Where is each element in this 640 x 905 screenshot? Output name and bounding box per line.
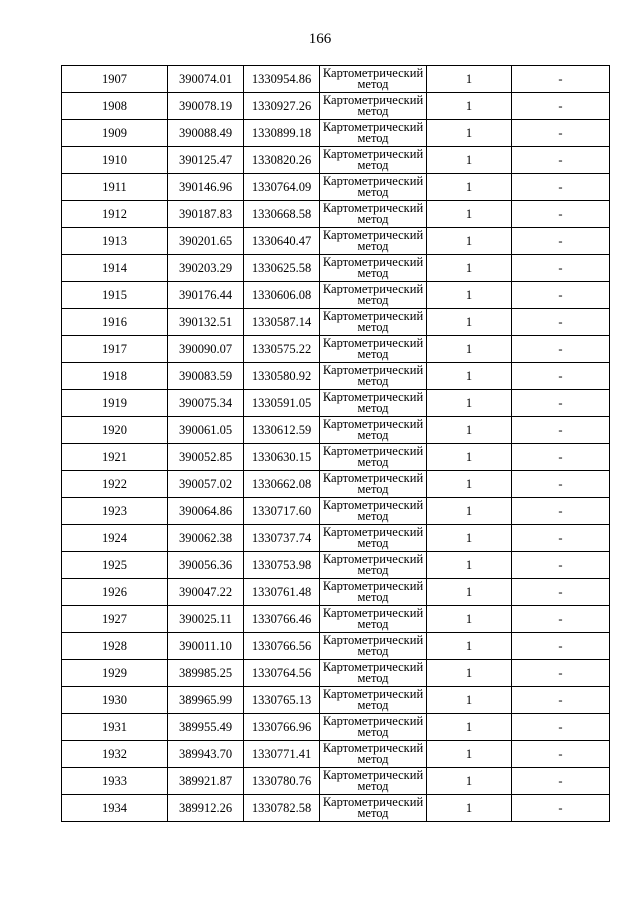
- y-coordinate-cell: 1330606.08: [244, 282, 320, 309]
- method-text-line2: метод: [357, 428, 389, 442]
- method-text-line2: метод: [357, 374, 389, 388]
- y-coordinate-cell: 1330662.08: [244, 471, 320, 498]
- method-text-line2: метод: [357, 806, 389, 820]
- method-text-line1: Картометрический: [322, 525, 424, 539]
- table-row: [62, 363, 610, 390]
- x-coordinate-cell: 390203.29: [168, 255, 244, 282]
- table-row: [62, 93, 610, 120]
- method-text-line1: Картометрический: [322, 687, 424, 701]
- table-row: [62, 282, 610, 309]
- accuracy-cell: 1: [427, 66, 512, 93]
- point-number-cell: 1928: [62, 633, 168, 660]
- note-cell: -: [512, 309, 610, 336]
- table-row: [62, 336, 610, 363]
- note-cell: -: [512, 66, 610, 93]
- point-number-cell: 1916: [62, 309, 168, 336]
- y-coordinate-cell: 1330927.26: [244, 93, 320, 120]
- method-text-line2: метод: [357, 698, 389, 712]
- note-cell: -: [512, 336, 610, 363]
- method-cell: [320, 633, 427, 660]
- method-text-line2: метод: [357, 185, 389, 199]
- accuracy-cell: 1: [427, 174, 512, 201]
- table-row: [62, 201, 610, 228]
- method-cell: [320, 444, 427, 471]
- y-coordinate-cell: 1330764.09: [244, 174, 320, 201]
- method-text-line1: Картометрический: [322, 390, 424, 404]
- method-text-line1: Картометрический: [322, 417, 424, 431]
- method-text-line1: Картометрический: [322, 309, 424, 323]
- method-text-line2: метод: [357, 455, 389, 469]
- method-text-line1: Картометрический: [322, 201, 424, 215]
- method-cell: [320, 525, 427, 552]
- y-coordinate-cell: 1330625.58: [244, 255, 320, 282]
- x-coordinate-cell: 390146.96: [168, 174, 244, 201]
- method-text-line2: метод: [357, 725, 389, 739]
- note-cell: -: [512, 147, 610, 174]
- note-cell: -: [512, 390, 610, 417]
- method-cell: [320, 282, 427, 309]
- y-coordinate-cell: 1330668.58: [244, 201, 320, 228]
- table-row: [62, 795, 610, 822]
- accuracy-cell: 1: [427, 714, 512, 741]
- method-text-line1: Картометрический: [322, 552, 424, 566]
- point-number-cell: 1920: [62, 417, 168, 444]
- x-coordinate-cell: 390090.07: [168, 336, 244, 363]
- table-row: [62, 552, 610, 579]
- x-coordinate-cell: 390201.65: [168, 228, 244, 255]
- y-coordinate-cell: 1330737.74: [244, 525, 320, 552]
- method-text-line2: метод: [357, 293, 389, 307]
- method-text-line1: Картометрический: [322, 120, 424, 134]
- x-coordinate-cell: 390088.49: [168, 120, 244, 147]
- accuracy-cell: 1: [427, 282, 512, 309]
- note-cell: -: [512, 228, 610, 255]
- x-coordinate-cell: 390025.11: [168, 606, 244, 633]
- y-coordinate-cell: 1330575.22: [244, 336, 320, 363]
- coordinates-table: [61, 65, 610, 822]
- y-coordinate-cell: 1330782.58: [244, 795, 320, 822]
- method-text-line2: метод: [357, 239, 389, 253]
- note-cell: -: [512, 795, 610, 822]
- method-text-line1: Картометрический: [322, 471, 424, 485]
- point-number-cell: 1909: [62, 120, 168, 147]
- y-coordinate-cell: 1330587.14: [244, 309, 320, 336]
- method-text-line2: метод: [357, 212, 389, 226]
- note-cell: -: [512, 687, 610, 714]
- y-coordinate-cell: 1330630.15: [244, 444, 320, 471]
- note-cell: -: [512, 633, 610, 660]
- method-text-line1: Картометрический: [322, 633, 424, 647]
- table-row: [62, 147, 610, 174]
- point-number-cell: 1932: [62, 741, 168, 768]
- point-number-cell: 1919: [62, 390, 168, 417]
- table-row: [62, 255, 610, 282]
- accuracy-cell: 1: [427, 741, 512, 768]
- method-cell: [320, 714, 427, 741]
- method-text-line1: Картометрический: [322, 174, 424, 188]
- point-number-cell: 1915: [62, 282, 168, 309]
- point-number-cell: 1925: [62, 552, 168, 579]
- note-cell: -: [512, 174, 610, 201]
- method-cell: [320, 687, 427, 714]
- point-number-cell: 1913: [62, 228, 168, 255]
- method-text-line1: Картометрический: [322, 498, 424, 512]
- x-coordinate-cell: 390075.34: [168, 390, 244, 417]
- method-text-line2: метод: [357, 536, 389, 550]
- x-coordinate-cell: 390176.44: [168, 282, 244, 309]
- x-coordinate-cell: 389943.70: [168, 741, 244, 768]
- method-cell: [320, 201, 427, 228]
- table-row: [62, 66, 610, 93]
- table-row: [62, 714, 610, 741]
- table-row: [62, 579, 610, 606]
- x-coordinate-cell: 390011.10: [168, 633, 244, 660]
- table-row: [62, 768, 610, 795]
- method-text-line1: Картометрический: [322, 147, 424, 161]
- point-number-cell: 1908: [62, 93, 168, 120]
- y-coordinate-cell: 1330591.05: [244, 390, 320, 417]
- accuracy-cell: 1: [427, 687, 512, 714]
- point-number-cell: 1929: [62, 660, 168, 687]
- x-coordinate-cell: 390062.38: [168, 525, 244, 552]
- y-coordinate-cell: 1330753.98: [244, 552, 320, 579]
- x-coordinate-cell: 390187.83: [168, 201, 244, 228]
- accuracy-cell: 1: [427, 120, 512, 147]
- y-coordinate-cell: 1330761.48: [244, 579, 320, 606]
- method-cell: [320, 228, 427, 255]
- note-cell: -: [512, 498, 610, 525]
- method-text-line1: Картометрический: [322, 660, 424, 674]
- method-text-line2: метод: [357, 158, 389, 172]
- table-row: [62, 390, 610, 417]
- method-cell: [320, 579, 427, 606]
- method-cell: [320, 255, 427, 282]
- note-cell: -: [512, 660, 610, 687]
- accuracy-cell: 1: [427, 444, 512, 471]
- method-text-line1: Картометрический: [322, 93, 424, 107]
- method-text-line2: метод: [357, 104, 389, 118]
- accuracy-cell: 1: [427, 309, 512, 336]
- y-coordinate-cell: 1330717.60: [244, 498, 320, 525]
- x-coordinate-cell: 389965.99: [168, 687, 244, 714]
- note-cell: -: [512, 201, 610, 228]
- table-row: [62, 174, 610, 201]
- method-cell: [320, 93, 427, 120]
- method-text-line1: Картометрический: [322, 255, 424, 269]
- x-coordinate-cell: 390125.47: [168, 147, 244, 174]
- y-coordinate-cell: 1330780.76: [244, 768, 320, 795]
- table-row: [62, 741, 610, 768]
- accuracy-cell: 1: [427, 390, 512, 417]
- method-text-line1: Картометрический: [322, 714, 424, 728]
- x-coordinate-cell: 389985.25: [168, 660, 244, 687]
- y-coordinate-cell: 1330766.96: [244, 714, 320, 741]
- table-row: [62, 687, 610, 714]
- note-cell: -: [512, 120, 610, 147]
- y-coordinate-cell: 1330766.56: [244, 633, 320, 660]
- accuracy-cell: 1: [427, 228, 512, 255]
- accuracy-cell: 1: [427, 552, 512, 579]
- page-number: 166: [308, 31, 332, 47]
- y-coordinate-cell: 1330899.18: [244, 120, 320, 147]
- method-cell: [320, 552, 427, 579]
- method-text-line2: метод: [357, 617, 389, 631]
- method-text-line1: Картометрический: [322, 741, 424, 755]
- point-number-cell: 1922: [62, 471, 168, 498]
- table-row: [62, 660, 610, 687]
- method-cell: [320, 768, 427, 795]
- y-coordinate-cell: 1330765.13: [244, 687, 320, 714]
- note-cell: -: [512, 741, 610, 768]
- point-number-cell: 1927: [62, 606, 168, 633]
- table-row: [62, 228, 610, 255]
- method-cell: [320, 66, 427, 93]
- table-row: [62, 606, 610, 633]
- x-coordinate-cell: 390083.59: [168, 363, 244, 390]
- point-number-cell: 1930: [62, 687, 168, 714]
- method-text-line1: Картометрический: [322, 66, 424, 80]
- accuracy-cell: 1: [427, 795, 512, 822]
- method-cell: [320, 660, 427, 687]
- method-text-line2: метод: [357, 779, 389, 793]
- method-text-line2: метод: [357, 401, 389, 415]
- method-text-line1: Картометрический: [322, 606, 424, 620]
- accuracy-cell: 1: [427, 579, 512, 606]
- x-coordinate-cell: 389921.87: [168, 768, 244, 795]
- note-cell: -: [512, 282, 610, 309]
- method-text-line2: метод: [357, 320, 389, 334]
- accuracy-cell: 1: [427, 498, 512, 525]
- point-number-cell: 1926: [62, 579, 168, 606]
- x-coordinate-cell: 390061.05: [168, 417, 244, 444]
- table-row: [62, 471, 610, 498]
- point-number-cell: 1917: [62, 336, 168, 363]
- accuracy-cell: 1: [427, 633, 512, 660]
- method-text-line2: метод: [357, 509, 389, 523]
- accuracy-cell: 1: [427, 660, 512, 687]
- method-cell: [320, 390, 427, 417]
- note-cell: -: [512, 255, 610, 282]
- y-coordinate-cell: 1330580.92: [244, 363, 320, 390]
- method-cell: [320, 174, 427, 201]
- point-number-cell: 1934: [62, 795, 168, 822]
- table-row: [62, 417, 610, 444]
- method-text-line1: Картометрический: [322, 768, 424, 782]
- x-coordinate-cell: 390052.85: [168, 444, 244, 471]
- coordinates-table-body: [62, 66, 610, 822]
- accuracy-cell: 1: [427, 255, 512, 282]
- point-number-cell: 1931: [62, 714, 168, 741]
- method-cell: [320, 147, 427, 174]
- accuracy-cell: 1: [427, 417, 512, 444]
- point-number-cell: 1907: [62, 66, 168, 93]
- method-text-line1: Картометрический: [322, 444, 424, 458]
- method-cell: [320, 471, 427, 498]
- point-number-cell: 1910: [62, 147, 168, 174]
- note-cell: -: [512, 606, 610, 633]
- table-row: [62, 633, 610, 660]
- method-text-line2: метод: [357, 131, 389, 145]
- y-coordinate-cell: 1330612.59: [244, 417, 320, 444]
- note-cell: -: [512, 579, 610, 606]
- point-number-cell: 1911: [62, 174, 168, 201]
- accuracy-cell: 1: [427, 336, 512, 363]
- point-number-cell: 1924: [62, 525, 168, 552]
- x-coordinate-cell: 390056.36: [168, 552, 244, 579]
- accuracy-cell: 1: [427, 768, 512, 795]
- method-text-line1: Картометрический: [322, 363, 424, 377]
- y-coordinate-cell: 1330766.46: [244, 606, 320, 633]
- y-coordinate-cell: 1330764.56: [244, 660, 320, 687]
- x-coordinate-cell: 390064.86: [168, 498, 244, 525]
- x-coordinate-cell: 390132.51: [168, 309, 244, 336]
- point-number-cell: 1921: [62, 444, 168, 471]
- table-row: [62, 498, 610, 525]
- accuracy-cell: 1: [427, 93, 512, 120]
- method-text-line2: метод: [357, 563, 389, 577]
- accuracy-cell: 1: [427, 471, 512, 498]
- method-cell: [320, 741, 427, 768]
- method-cell: [320, 309, 427, 336]
- y-coordinate-cell: 1330771.41: [244, 741, 320, 768]
- method-cell: [320, 120, 427, 147]
- method-text-line2: метод: [357, 752, 389, 766]
- accuracy-cell: 1: [427, 147, 512, 174]
- method-cell: [320, 606, 427, 633]
- method-text-line1: Картометрический: [322, 228, 424, 242]
- method-text-line2: метод: [357, 347, 389, 361]
- note-cell: -: [512, 525, 610, 552]
- note-cell: -: [512, 768, 610, 795]
- accuracy-cell: 1: [427, 525, 512, 552]
- method-cell: [320, 417, 427, 444]
- method-text-line2: метод: [357, 590, 389, 604]
- x-coordinate-cell: 390078.19: [168, 93, 244, 120]
- point-number-cell: 1933: [62, 768, 168, 795]
- x-coordinate-cell: 389955.49: [168, 714, 244, 741]
- accuracy-cell: 1: [427, 363, 512, 390]
- method-cell: [320, 363, 427, 390]
- x-coordinate-cell: 390074.01: [168, 66, 244, 93]
- point-number-cell: 1923: [62, 498, 168, 525]
- point-number-cell: 1914: [62, 255, 168, 282]
- accuracy-cell: 1: [427, 606, 512, 633]
- note-cell: -: [512, 714, 610, 741]
- table-row: [62, 444, 610, 471]
- method-text-line1: Картометрический: [322, 282, 424, 296]
- x-coordinate-cell: 389912.26: [168, 795, 244, 822]
- method-text-line1: Картометрический: [322, 579, 424, 593]
- note-cell: -: [512, 444, 610, 471]
- method-text-line2: метод: [357, 482, 389, 496]
- y-coordinate-cell: 1330640.47: [244, 228, 320, 255]
- point-number-cell: 1912: [62, 201, 168, 228]
- method-text-line2: метод: [357, 266, 389, 280]
- note-cell: -: [512, 471, 610, 498]
- accuracy-cell: 1: [427, 201, 512, 228]
- method-cell: [320, 795, 427, 822]
- x-coordinate-cell: 390047.22: [168, 579, 244, 606]
- method-text-line1: Картометрический: [322, 795, 424, 809]
- x-coordinate-cell: 390057.02: [168, 471, 244, 498]
- note-cell: -: [512, 363, 610, 390]
- method-cell: [320, 498, 427, 525]
- table-row: [62, 120, 610, 147]
- note-cell: -: [512, 417, 610, 444]
- method-text-line1: Картометрический: [322, 336, 424, 350]
- note-cell: -: [512, 93, 610, 120]
- table-row: [62, 309, 610, 336]
- y-coordinate-cell: 1330820.26: [244, 147, 320, 174]
- method-text-line2: метод: [357, 644, 389, 658]
- method-cell: [320, 336, 427, 363]
- point-number-cell: 1918: [62, 363, 168, 390]
- y-coordinate-cell: 1330954.86: [244, 66, 320, 93]
- table-row: [62, 525, 610, 552]
- method-text-line2: метод: [357, 671, 389, 685]
- method-text-line2: метод: [357, 77, 389, 91]
- note-cell: -: [512, 552, 610, 579]
